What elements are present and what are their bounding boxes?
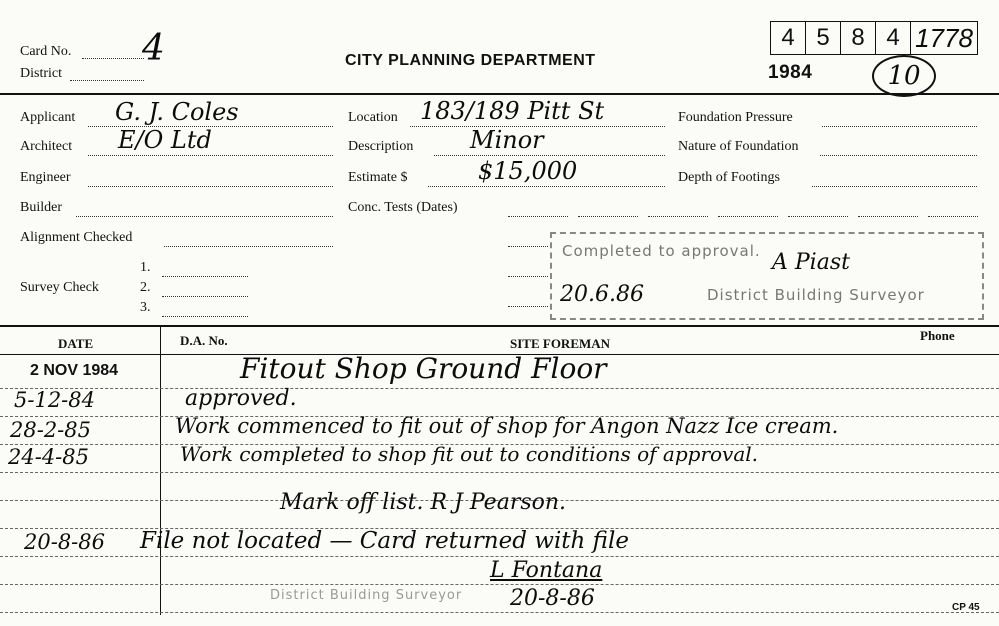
entry-date: 28-2-85 [10,418,91,442]
col-date: DATE [58,336,94,351]
location-value: 183/189 Pitt St [420,97,605,125]
entry-text: approved. [185,386,297,411]
stamp-signature: A Piast [772,250,850,275]
location-label: Location [348,110,398,125]
alignment-label: Alignment Checked [20,230,133,245]
nature-foundation-label: Nature of Foundation [678,139,799,154]
description-value: Minor [470,126,544,154]
entry-date: 5-12-84 [14,388,95,412]
completion-stamp [550,232,984,320]
footer-stamp: District Building Surveyor [270,588,463,603]
footer-date: 20-8-86 [510,586,595,611]
district-label: District [20,66,62,81]
architect-value: E/O Ltd [118,126,212,154]
col-foreman: SITE FOREMAN [510,336,611,351]
col-da: D.A. No. [180,333,228,348]
depth-footings-label: Depth of Footings [678,170,780,185]
page-title: CITY PLANNING DEPARTMENT [345,52,596,69]
survey-item-1: 1. [140,260,151,275]
survey-label: Survey Check [20,280,99,295]
entry-text: File not located — Card returned with file [140,528,629,554]
entry-date: 2 NOV 1984 [30,362,119,379]
table-top-divider [0,325,999,327]
stamp-line1: Completed to approval. [562,242,761,260]
estimate-value: $15,000 [478,157,578,185]
architect-label: Architect [20,139,73,154]
ref-digit-3: 8 [840,21,876,55]
ref-suffix: 1778 [910,21,978,55]
ref-digit-1: 4 [770,21,806,55]
description-label: Description [348,139,414,154]
applicant-label: Applicant [20,110,76,125]
card-no-label: Card No. [20,44,72,59]
stamp-role: District Building Surveyor [707,286,925,304]
builder-label: Builder [20,200,62,215]
header-divider [0,93,999,95]
entry-date: 24-4-85 [8,445,89,469]
card-no-value: 4 [142,28,165,69]
stamp-date: 20.6.86 [560,282,644,307]
entry-text: Work completed to shop fit out to conditions of approval. [180,442,759,466]
applicant-value: G. J. Coles [115,98,239,126]
conc-tests-label: Conc. Tests (Dates) [348,200,458,215]
foundation-pressure-label: Foundation Pressure [678,110,793,125]
col-phone: Phone [920,328,955,343]
ref-digit-2: 5 [805,21,841,55]
entry-date: 20-8-86 [24,530,105,554]
column-divider [160,325,161,615]
ref-digit-4: 4 [875,21,911,55]
entry-text: Mark off list. R J Pearson. [280,490,567,515]
entry-text: Fitout Shop Ground Floor [240,352,607,385]
estimate-label: Estimate $ [348,170,408,185]
survey-item-3: 3. [140,300,151,315]
circled-number: 10 [872,55,936,97]
year: 1984 [768,62,813,83]
footer-signature: L Fontana [490,558,603,583]
survey-item-2: 2. [140,280,151,295]
form-code: CP 45 [952,602,980,613]
engineer-label: Engineer [20,170,71,185]
entry-text: Work commenced to fit out of shop for Angon Nazz Ice cream. [175,414,839,438]
